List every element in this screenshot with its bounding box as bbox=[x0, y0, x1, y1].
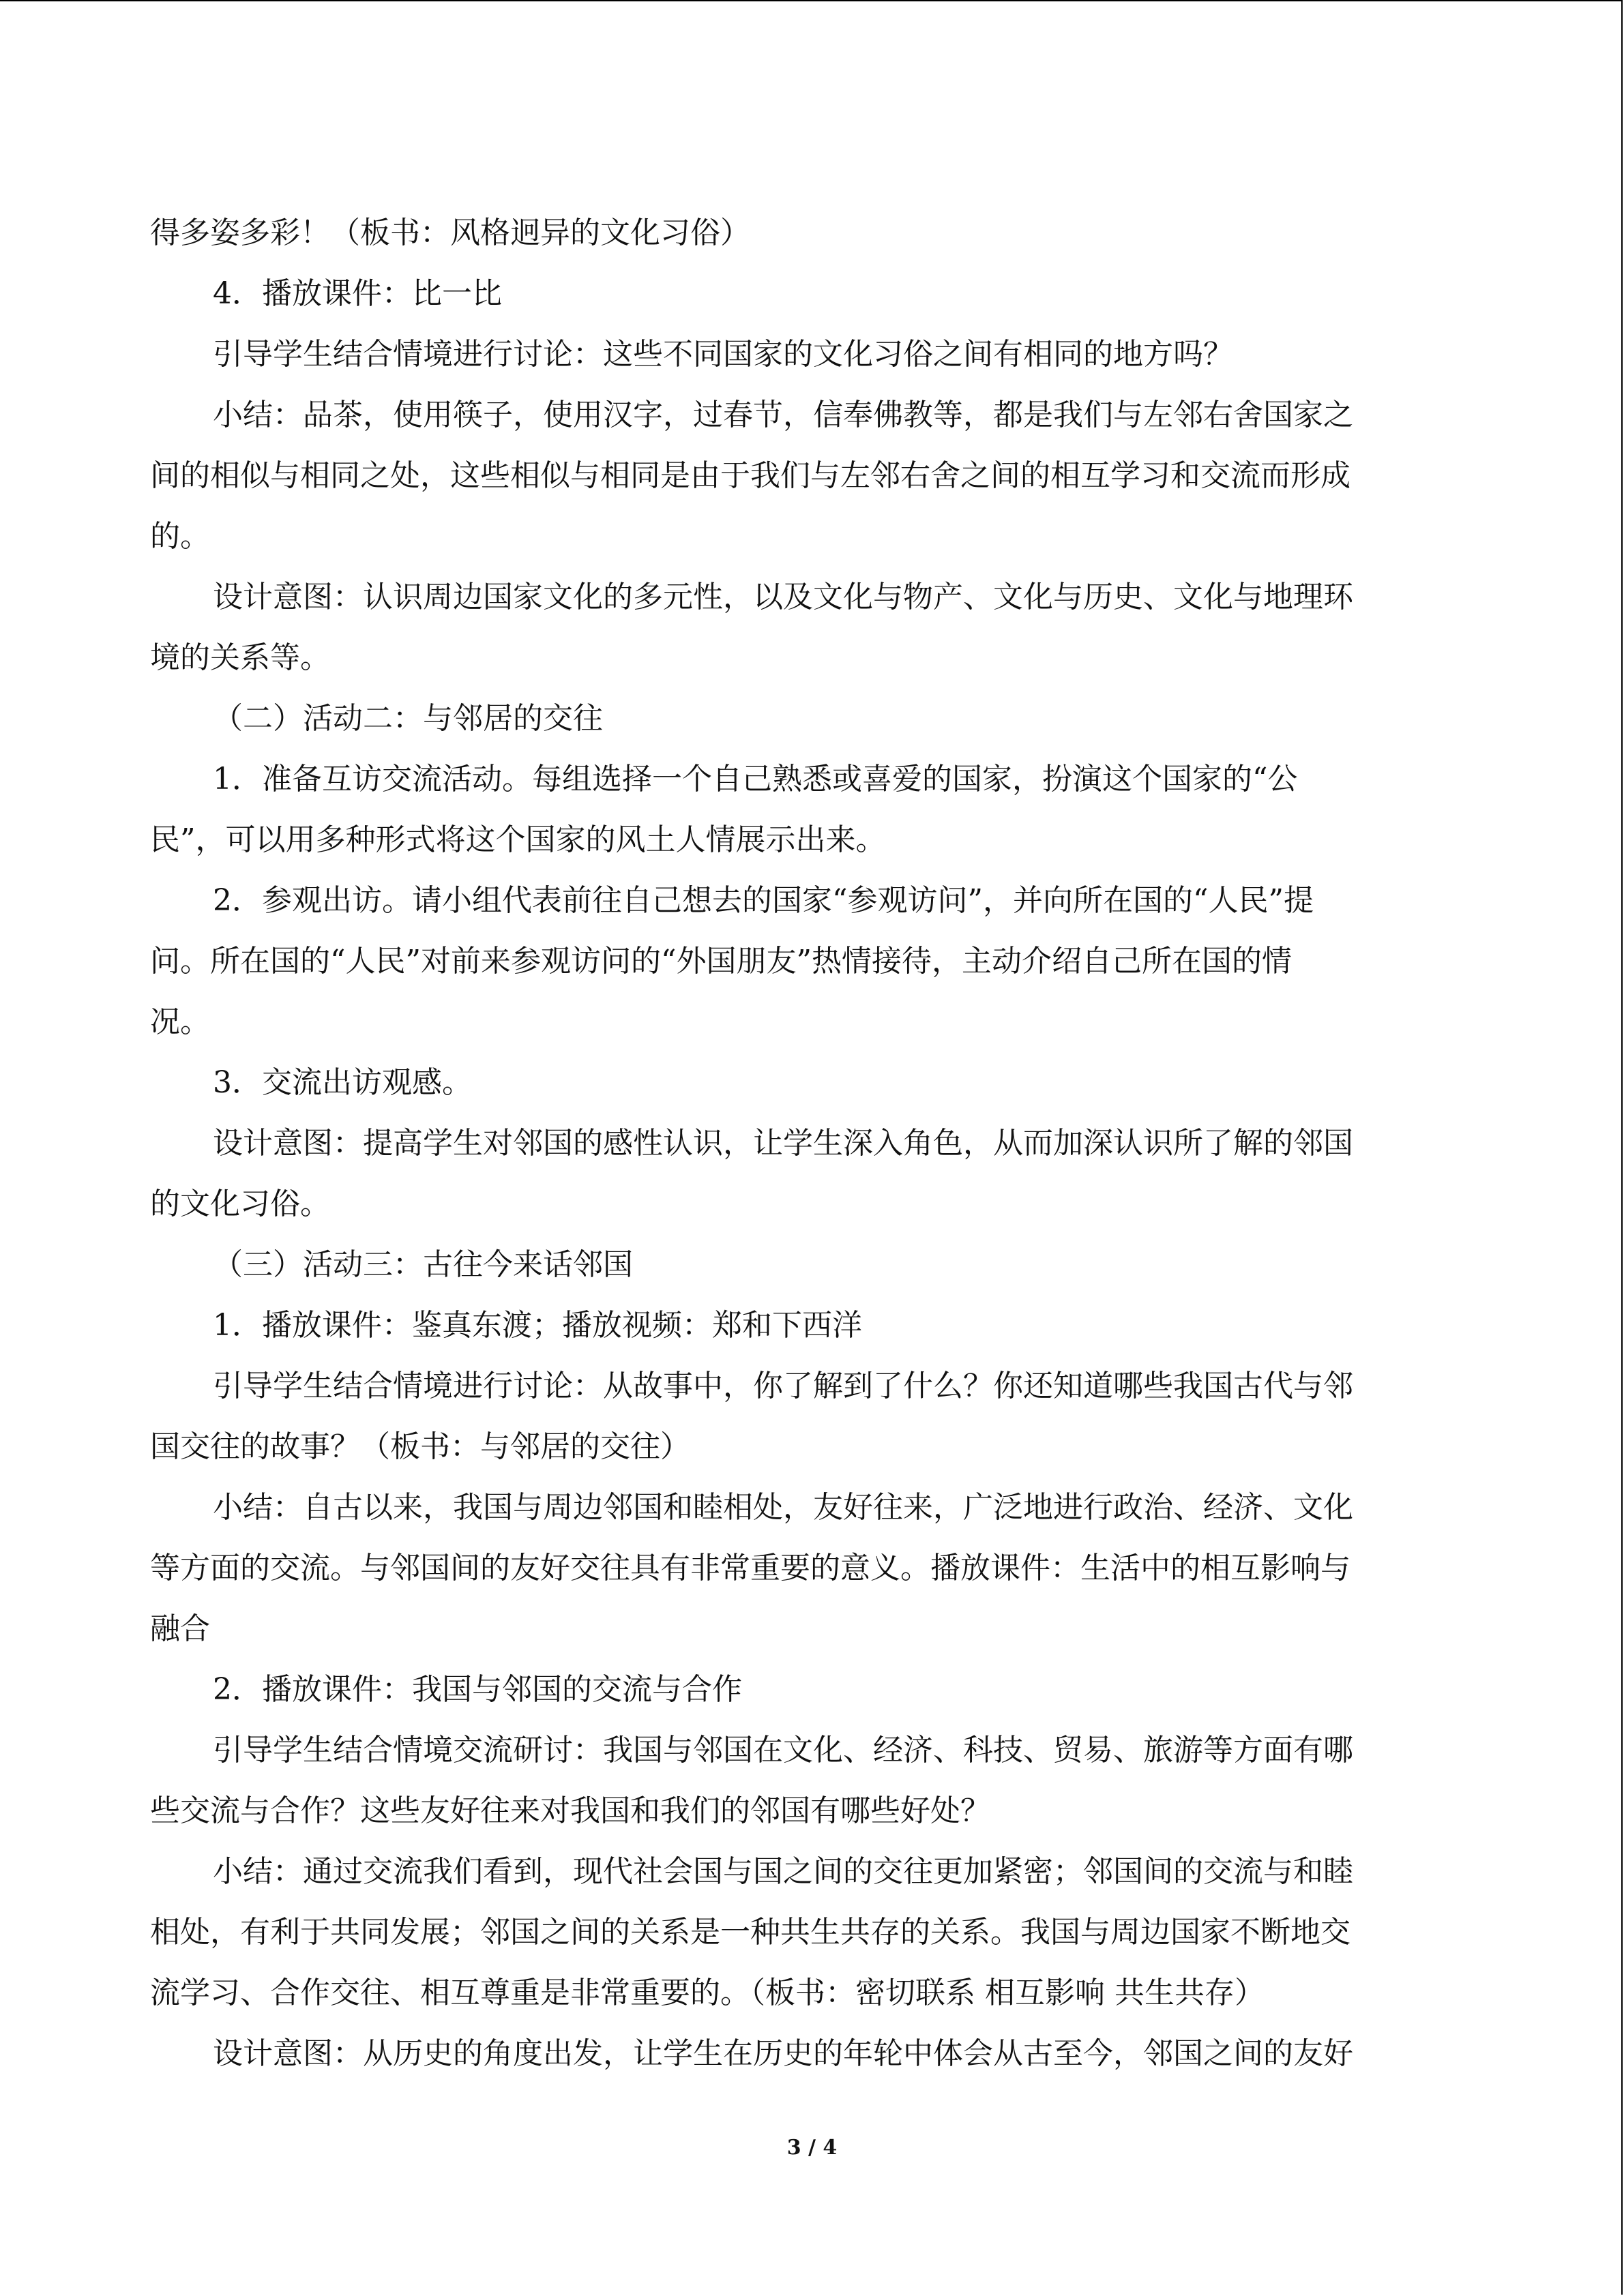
text-line: 引导学生结合情境进行讨论：从故事中，你了解到了什么？你还知道哪些我国古代与邻 bbox=[213, 1369, 1353, 1403]
text-line: 设计意图：提高学生对邻国的感性认识，让学生深入角色，从而加深认识所了解的邻国 bbox=[213, 1126, 1353, 1161]
text-line: 设计意图：从历史的角度出发，让学生在历史的年轮中体会从古至今，邻国之间的友好 bbox=[213, 2036, 1353, 2071]
text-line: 的。 bbox=[150, 519, 210, 554]
text-line: 引导学生结合情境进行讨论：这些不同国家的文化习俗之间有相同的地方吗？ bbox=[213, 337, 1233, 372]
text-line: 得多姿多彩！（板书：风格迥异的文化习俗） bbox=[150, 215, 750, 250]
text-line: 况。 bbox=[150, 1004, 210, 1039]
text-line: 些交流与合作？这些友好往来对我国和我们的邻国有哪些好处？ bbox=[150, 1793, 990, 1828]
text-line: 2．参观出访。请小组代表前往自己想去的国家“参观访问”，并向所在国的“人民”提 bbox=[213, 883, 1314, 918]
text-line: 的文化习俗。 bbox=[150, 1187, 330, 1221]
text-line: 小结：品茶，使用筷子，使用汉字，过春节，信奉佛教等，都是我们与左邻右舍国家之 bbox=[213, 398, 1353, 432]
section-heading: （二）活动二：与邻居的交往 bbox=[213, 701, 603, 736]
page-number: 3 / 4 bbox=[786, 2136, 838, 2160]
text-line: 融合 bbox=[150, 1611, 210, 1646]
text-line: 1．播放课件：鉴真东渡；播放视频：郑和下西洋 bbox=[213, 1308, 862, 1343]
text-line: 问。所在国的“人民”对前来参观访问的“外国朋友”热情接待，主动介绍自己所在国的情 bbox=[150, 944, 1292, 979]
text-line: 民”，可以用多种形式将这个国家的风土人情展示出来。 bbox=[150, 822, 886, 857]
text-line: 相处，有利于共同发展；邻国之间的关系是一种共生共存的关系。我国与周边国家不断地交 bbox=[150, 1915, 1350, 1950]
text-line: 2．播放课件：我国与邻国的交流与合作 bbox=[213, 1672, 742, 1707]
text-line: 间的相似与相同之处，这些相似与相同是由于我们与左邻右舍之间的相互学习和交流而形成 bbox=[150, 458, 1350, 493]
text-line: 3．交流出访观感。 bbox=[213, 1065, 472, 1100]
text-line: 等方面的交流。与邻国间的友好交往具有非常重要的意义。播放课件：生活中的相互影响与 bbox=[150, 1551, 1350, 1585]
text-line: 流学习、合作交往、相互尊重是非常重要的。（板书：密切联系 相互影响 共生共存） bbox=[150, 1976, 1265, 2010]
text-line: 小结：自古以来，我国与周边邻国和睦相处，友好往来，广泛地进行政治、经济、文化 bbox=[213, 1490, 1353, 1525]
section-heading: （三）活动三：古往今来话邻国 bbox=[213, 1247, 633, 1282]
text-line: 4．播放课件：比一比 bbox=[213, 276, 502, 311]
text-line: 境的关系等。 bbox=[150, 640, 330, 675]
text-line: 国交往的故事？（板书：与邻居的交往） bbox=[150, 1429, 690, 1464]
text-line: 1．准备互访交流活动。每组选择一个自己熟悉或喜爱的国家，扮演这个国家的“公 bbox=[213, 762, 1298, 796]
text-line: 引导学生结合情境交流研讨：我国与邻国在文化、经济、科技、贸易、旅游等方面有哪 bbox=[213, 1733, 1353, 1768]
text-line: 设计意图：认识周边国家文化的多元性，以及文化与物产、文化与历史、文化与地理环 bbox=[213, 580, 1353, 614]
text-line: 小结：通过交流我们看到，现代社会国与国之间的交往更加紧密；邻国间的交流与和睦 bbox=[213, 1854, 1353, 1889]
